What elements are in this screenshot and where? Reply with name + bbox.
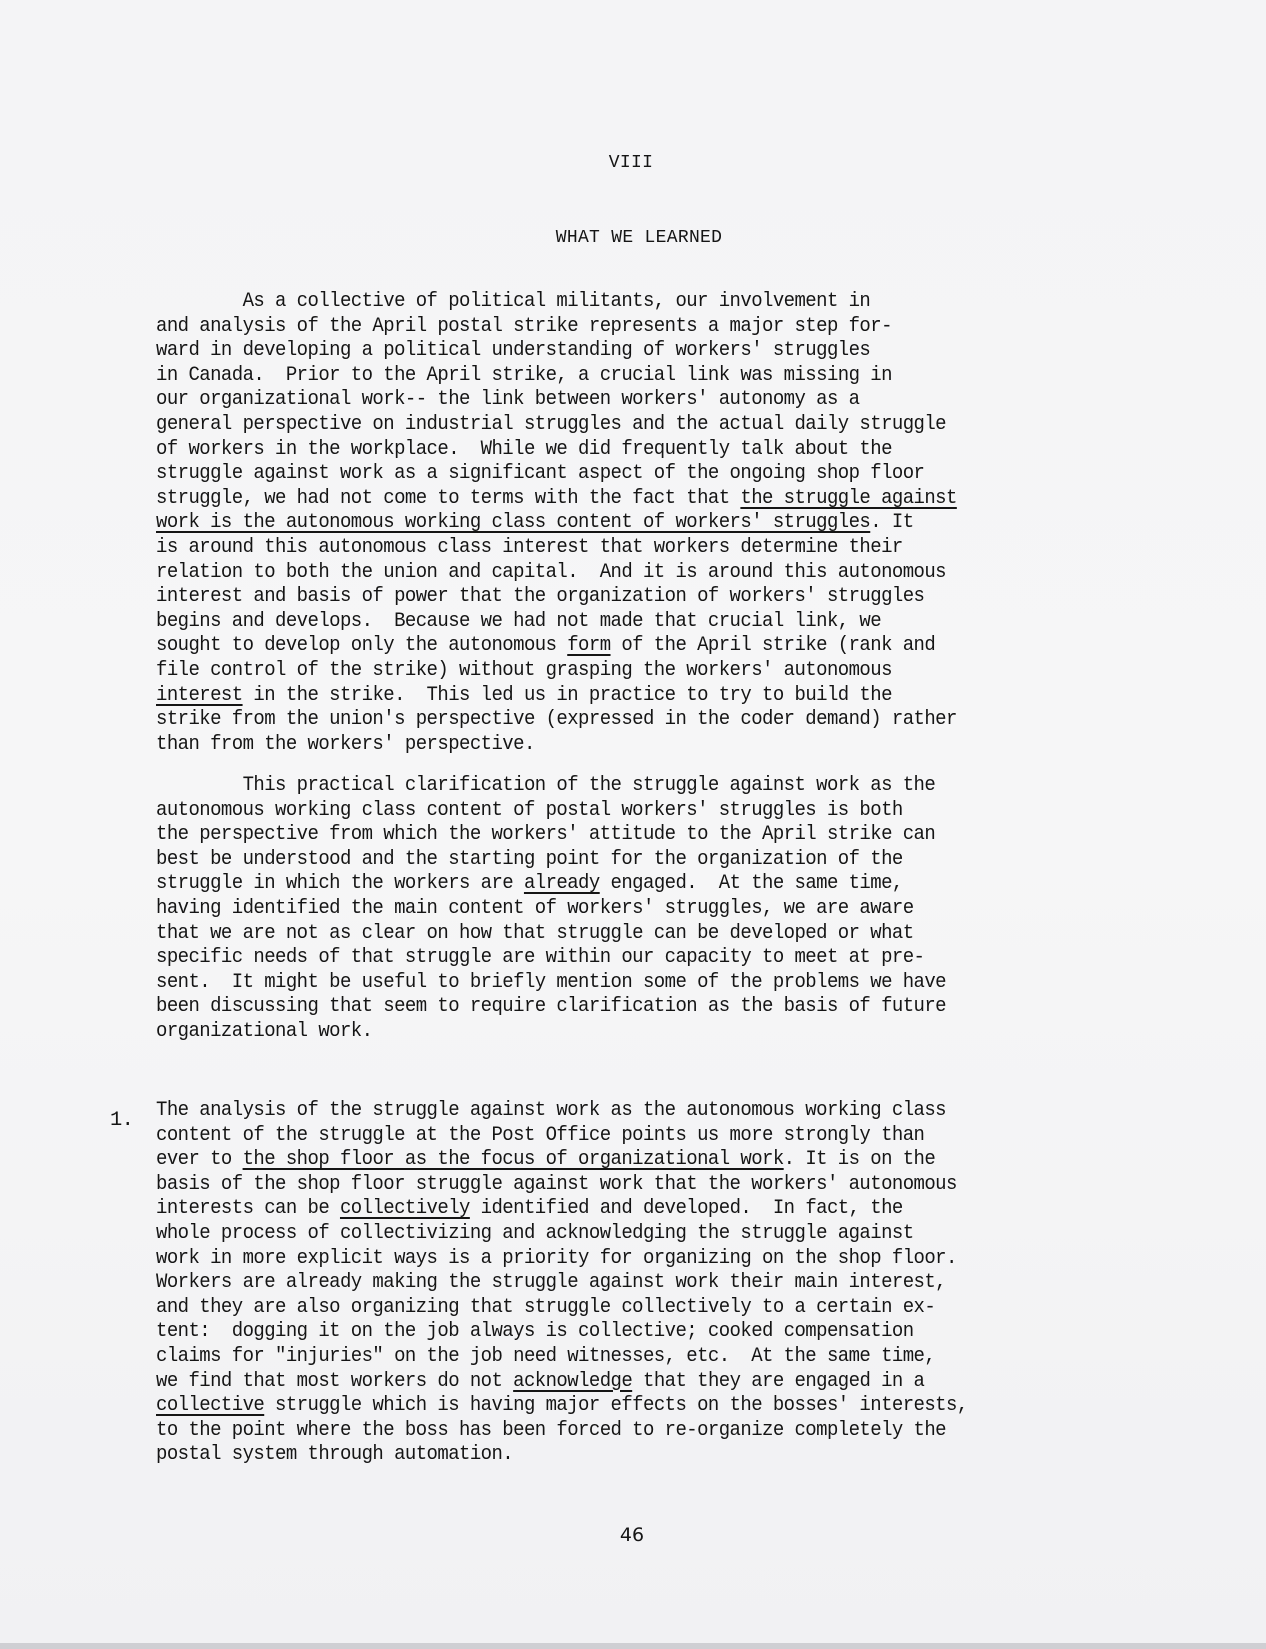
text-segment: organizational work. bbox=[156, 1020, 373, 1043]
underlined-text: the shop floor as the focus of organizational work bbox=[242, 1148, 784, 1172]
text-line bbox=[156, 290, 870, 314]
text-segment: sent. It might be useful to briefly mention some of the problems we have bbox=[156, 970, 947, 994]
text-line bbox=[156, 1296, 935, 1320]
text-line bbox=[156, 823, 935, 847]
text-line bbox=[156, 1443, 513, 1467]
text-line bbox=[156, 946, 924, 970]
page-number: 46 bbox=[619, 1524, 645, 1546]
text-line bbox=[156, 1320, 914, 1344]
text-line bbox=[156, 413, 946, 437]
text-segment: tent: dogging it on the job always is collective; cooked compensation bbox=[156, 1320, 914, 1344]
underlined-text: work is the autonomous working class content of workers' struggles bbox=[156, 511, 871, 535]
text-line bbox=[156, 684, 892, 708]
text-segment: been discussing that seem to require clarification as the basis of future bbox=[156, 995, 947, 1019]
text-segment: As a collective of political militants, our involvement in bbox=[156, 290, 871, 313]
text-segment: is around this autonomous class interest that workers determine their bbox=[156, 536, 903, 559]
underlined-text: interest bbox=[156, 683, 243, 707]
text-line bbox=[156, 848, 903, 872]
text-line bbox=[156, 561, 946, 585]
text-segment: interests can be bbox=[156, 1197, 340, 1221]
underlined-text: form bbox=[567, 634, 611, 658]
text-segment: specific needs of that struggle are within our capacity to meet at pre- bbox=[156, 946, 925, 970]
text-segment: best be understood and the starting point for the organization of the bbox=[156, 847, 903, 871]
text-segment: . It is on the bbox=[783, 1148, 936, 1172]
text-line bbox=[156, 339, 870, 363]
text-segment: we find that most workers do not bbox=[156, 1369, 514, 1393]
text-line bbox=[156, 511, 914, 535]
text-line bbox=[156, 462, 924, 486]
text-segment: of the April strike (rank and bbox=[610, 634, 936, 658]
text-line bbox=[156, 708, 957, 732]
text-segment: ward in developing a political understanding of workers' struggles bbox=[156, 339, 871, 363]
text-segment: to the point where the boss has been forced to re-organize completely the bbox=[156, 1418, 947, 1442]
text-line bbox=[156, 536, 903, 560]
text-segment: engaged. At the same time, bbox=[599, 872, 903, 896]
text-line bbox=[156, 872, 903, 896]
text-segment: having identified the main content of workers' struggles, we are aware bbox=[156, 897, 914, 920]
text-line bbox=[156, 315, 892, 339]
scan-edge bbox=[0, 1643, 1266, 1649]
text-segment: strike from the union's perspective (expressed in the coder demand) rather bbox=[156, 708, 957, 732]
text-line bbox=[156, 659, 892, 683]
text-line bbox=[156, 1370, 924, 1394]
text-segment: sought to develop only the autonomous bbox=[156, 634, 568, 658]
text-segment: ever to bbox=[156, 1148, 243, 1172]
text-segment: identified and developed. In fact, the bbox=[469, 1197, 903, 1221]
underlined-text: already bbox=[523, 872, 600, 896]
underlined-text: the struggle against bbox=[740, 486, 957, 510]
text-segment: and they are also organizing that struggle collectively to a certain ex- bbox=[156, 1295, 936, 1319]
text-segment: relation to both the union and capital. And it is around this autonomous bbox=[156, 560, 947, 584]
text-line bbox=[156, 1173, 957, 1197]
text-line bbox=[156, 1099, 946, 1123]
text-segment: basis of the shop floor struggle against work that the workers' autonomous bbox=[156, 1172, 957, 1196]
text-segment: content of the struggle at the Post Office points us more strongly than bbox=[156, 1123, 925, 1147]
text-segment: The analysis of the struggle against work as the autonomous working class bbox=[156, 1099, 947, 1122]
text-segment: struggle against work as a significant aspect of the ongoing shop floor bbox=[156, 462, 925, 486]
text-segment: whole process of collectivizing and acknowledging the struggle against bbox=[156, 1222, 914, 1245]
text-segment: in Canada. Prior to the April strike, a crucial link was missing in bbox=[156, 363, 892, 387]
text-line bbox=[156, 1197, 903, 1221]
underlined-text: collectively bbox=[339, 1197, 470, 1221]
underlined-text: collective bbox=[156, 1394, 265, 1418]
text-line bbox=[156, 1247, 957, 1271]
text-segment: of workers in the workplace. While we did frequently talk about the bbox=[156, 437, 892, 461]
text-line bbox=[156, 438, 892, 462]
text-segment: our organizational work-- the link between workers' autonomy as a bbox=[156, 388, 860, 412]
text-line bbox=[156, 364, 892, 388]
text-line bbox=[156, 585, 924, 609]
text-line bbox=[156, 774, 935, 798]
text-line bbox=[156, 733, 535, 757]
text-segment: This practical clarification of the struggle against work as the bbox=[156, 774, 936, 797]
text-line bbox=[156, 1222, 914, 1246]
text-line bbox=[156, 1271, 946, 1295]
chapter-title: WHAT WE LEARNED bbox=[555, 228, 723, 248]
text-line bbox=[156, 1148, 935, 1172]
text-line bbox=[156, 922, 914, 946]
text-line bbox=[156, 1020, 372, 1044]
text-segment: struggle, we had not come to terms with the fact that bbox=[156, 486, 741, 510]
text-segment: that they are engaged in a bbox=[632, 1369, 925, 1393]
text-line bbox=[156, 897, 914, 921]
text-line bbox=[156, 995, 946, 1019]
underlined-text: acknowledge bbox=[513, 1369, 633, 1393]
text-segment: interest and basis of power that the organization of workers' struggles bbox=[156, 585, 925, 609]
text-segment: general perspective on industrial struggles and the actual daily struggle bbox=[156, 413, 947, 436]
text-segment: Workers are already making the struggle against work their main interest, bbox=[156, 1271, 947, 1295]
text-segment: file control of the strike) without grasping the workers' autonomous bbox=[156, 659, 892, 682]
text-segment: struggle in which the workers are bbox=[156, 872, 524, 896]
text-line bbox=[156, 388, 859, 412]
text-line bbox=[156, 1345, 935, 1369]
text-segment: in the strike. This led us in practice to try to build the bbox=[242, 683, 892, 707]
text-segment: and analysis of the April postal strike represents a major step for- bbox=[156, 314, 892, 338]
text-segment: claims for "injuries" on the job need witnesses, etc. At the same time, bbox=[156, 1345, 936, 1368]
text-line bbox=[156, 610, 881, 634]
text-line bbox=[156, 487, 957, 511]
text-segment: than from the workers' perspective. bbox=[156, 732, 535, 756]
text-segment: struggle which is having major effects on the bosses' interests, bbox=[264, 1394, 968, 1418]
text-line bbox=[156, 1124, 924, 1148]
list-number: 1. bbox=[110, 1109, 134, 1132]
text-line bbox=[156, 1419, 946, 1443]
text-segment: that we are not as clear on how that struggle can be developed or what bbox=[156, 921, 914, 945]
text-segment: . It bbox=[870, 511, 914, 535]
text-line bbox=[156, 1394, 968, 1418]
text-line bbox=[156, 971, 946, 995]
text-segment: postal system through automation. bbox=[156, 1443, 514, 1467]
text-segment: the perspective from which the workers' attitude to the April strike can bbox=[156, 823, 936, 847]
text-segment: begins and develops. Because we had not made that crucial link, we bbox=[156, 609, 882, 633]
text-line bbox=[156, 634, 935, 658]
text-segment: autonomous working class content of postal workers' struggles is both bbox=[156, 798, 903, 822]
text-segment: work in more explicit ways is a priority for organizing on the shop floor. bbox=[156, 1246, 957, 1270]
chapter-number: VIII bbox=[608, 153, 654, 173]
text-line bbox=[156, 799, 903, 823]
